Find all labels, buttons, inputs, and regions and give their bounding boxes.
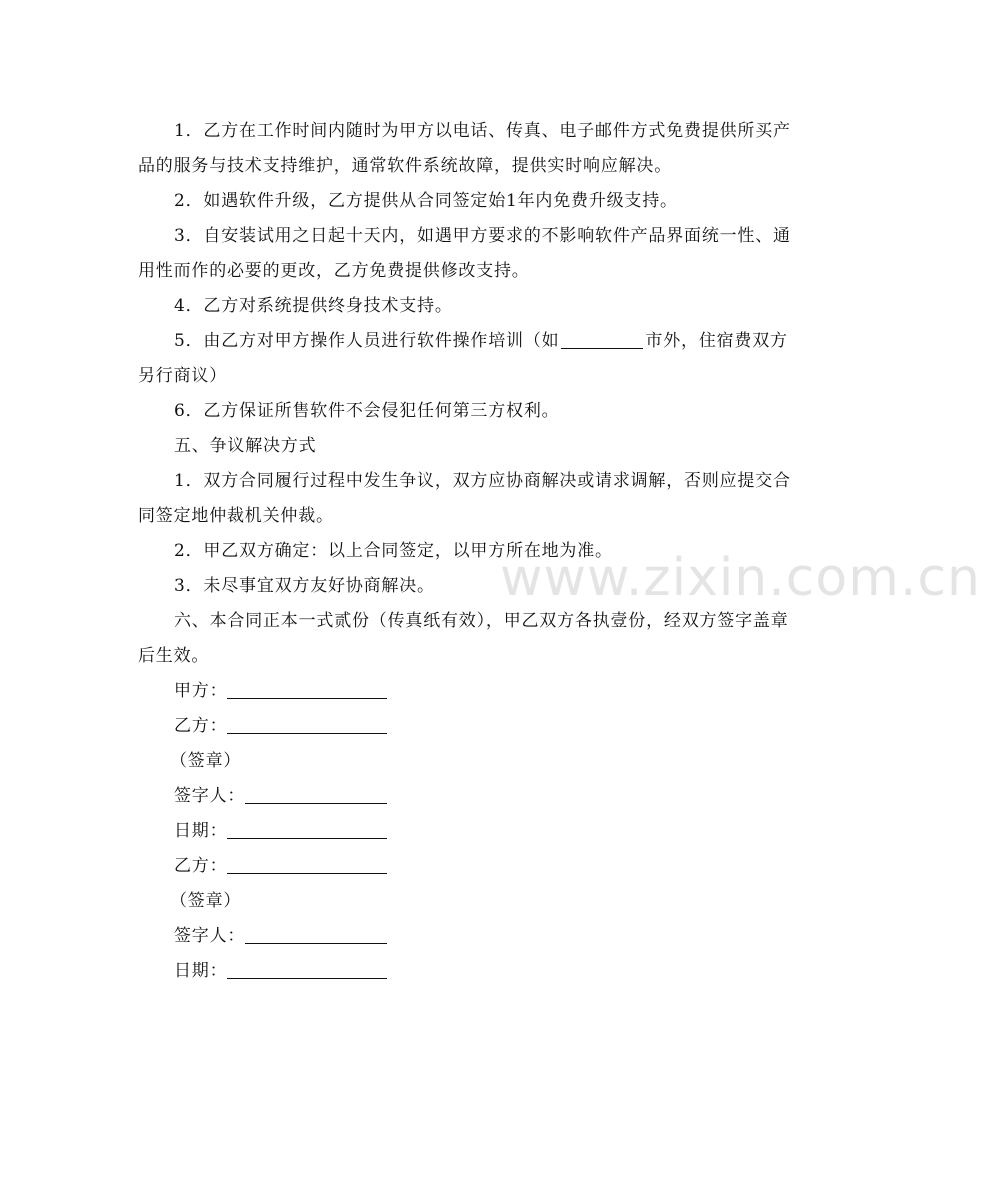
party-b2-signature-row	[138, 849, 798, 884]
clause-6: 6．乙方保证所售软件不会侵犯任何第三方权利。	[174, 401, 560, 421]
signer-label-2: 签字人：	[174, 926, 246, 946]
party-b2-label: 乙方：	[174, 856, 228, 876]
dispute-clause-3: 3．未尽事宜双方友好协商解决。	[174, 576, 435, 596]
date-blank	[227, 821, 387, 839]
seal-label-2: （签章）	[170, 891, 242, 911]
clause-1: 1．乙方在工作时间内随时为甲方以电话、传真、电子邮件方式免费提供所买产品的服务与技术支持维护，通常软件系统故障，提供实时响应解决。	[138, 121, 791, 176]
clause-5-before: 5．由乙方对甲方操作人员进行软件操作培训（如	[174, 331, 560, 351]
date-label-2: 日期：	[174, 961, 228, 981]
dispute-clause-2: 2．甲乙双方确定：以上合同签定，以甲方所在地为准。	[174, 541, 613, 561]
clause-4: 4．乙方对系统提供终身技术支持。	[174, 296, 453, 316]
clause-2: 2．如遇软件升级，乙方提供从合同签定始1年内免费升级支持。	[174, 191, 678, 211]
signer-row	[138, 779, 798, 814]
signer-label: 签字人：	[174, 786, 246, 806]
signer-blank	[245, 786, 387, 804]
party-a-signature-row	[138, 674, 798, 709]
section-5-heading: 五、争议解决方式	[174, 436, 317, 456]
party-a-blank	[227, 681, 387, 699]
training-location-blank	[561, 331, 643, 349]
party-b2-blank	[227, 856, 387, 874]
date-label: 日期：	[174, 821, 228, 841]
party-b-blank	[227, 716, 387, 734]
party-b-signature-row	[138, 709, 798, 744]
clause-3: 3．自安装试用之日起十天内，如遇甲方要求的不影响软件产品界面统一性、通用性而作的必要的更改，乙方免费提供修改支持。	[138, 226, 791, 281]
clause-5	[138, 324, 798, 394]
party-b-label: 乙方：	[174, 716, 228, 736]
date-row	[138, 814, 798, 849]
contract-body	[138, 114, 798, 989]
signer-blank-2	[245, 926, 387, 944]
dispute-clause-1: 1．双方合同履行过程中发生争议，双方应协商解决或请求调解，否则应提交合同签定地仲裁机关仲裁。	[138, 471, 791, 526]
watermark: www.zixin.com.cn	[500, 548, 981, 608]
date-blank-2	[227, 961, 387, 979]
seal-label: （签章）	[170, 751, 242, 771]
signer-row-2	[138, 919, 798, 954]
clause-5-after: 市外，住宿费双方另行商议）	[138, 331, 788, 386]
section-6: 六、本合同正本一式贰份（传真纸有效），甲乙双方各执壹份，经双方签字盖章后生效。	[138, 611, 789, 666]
party-a-label: 甲方：	[174, 681, 228, 701]
date-row-2	[138, 954, 798, 989]
